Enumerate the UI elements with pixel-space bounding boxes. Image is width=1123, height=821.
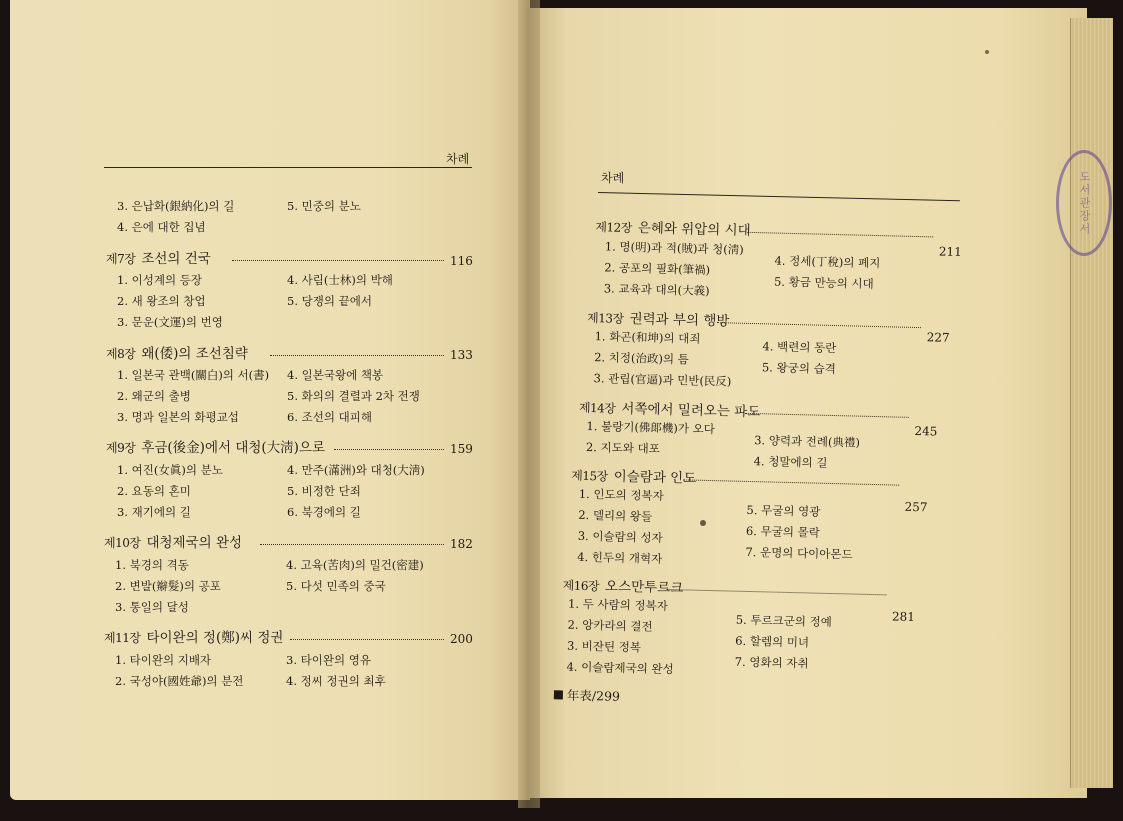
- toc-item: 1. 이성계의 등장: [117, 273, 202, 287]
- toc-item: 1. 인도의 정복자: [578, 486, 664, 503]
- toc-item: 4. 만주(滿洲)와 대청(大淸): [287, 463, 425, 477]
- toc-item: 4. 이슬람제국의 완성: [566, 659, 674, 677]
- toc-item: 1. 명(明)과 적(賊)과 청(淸): [604, 239, 744, 257]
- toc-item: 5. 황금 만능의 시대: [773, 274, 874, 291]
- chapter-number: 제9장: [106, 441, 136, 455]
- toc-item: 3. 관립(官逼)과 민반(民反): [593, 371, 732, 389]
- toc-item: 1. 화곤(和坤)의 대죄: [594, 329, 701, 346]
- toc-item: 7. 영화의 자취: [734, 654, 809, 671]
- toc-item: 7. 운명의 다이아몬드: [745, 544, 853, 562]
- toc-item: 4. 고육(苦肉)의 밀건(密建): [286, 558, 424, 572]
- dot-leader: [747, 232, 933, 238]
- toc-item: 5. 민중의 분노: [287, 199, 361, 213]
- dot-leader: [717, 322, 921, 328]
- chapter-heading[interactable]: [562, 573, 683, 596]
- chapter-heading[interactable]: [579, 396, 761, 420]
- toc-item: 4. 청말에의 길: [753, 454, 828, 470]
- page-number: 159: [450, 442, 473, 456]
- toc-item: 3. 재기에의 길: [117, 505, 191, 519]
- toc-item: 2. 왜군의 출병: [117, 389, 191, 403]
- chapter-number: 제13장: [586, 310, 624, 326]
- toc-item: 6. 북경에의 길: [287, 505, 361, 519]
- toc-item: 5. 무굴의 영광: [746, 502, 821, 519]
- toc-item: 5. 투르크군의 정예: [735, 612, 832, 630]
- toc-item: 4. 힌두의 개혁자: [577, 549, 663, 566]
- toc-item: 4. 은에 대한 집념: [117, 220, 206, 234]
- page-number: 257: [904, 499, 928, 515]
- toc-item: 5. 당쟁의 끝에서: [287, 294, 372, 308]
- toc-item: 3. 교육과 대의(大義): [603, 281, 710, 298]
- toc-item: 6. 할렘의 미녀: [735, 633, 810, 650]
- left-running-head: 차례: [446, 152, 470, 166]
- toc-item: 4. 정씨 정권의 최후: [286, 674, 386, 688]
- chronology-footer[interactable]: [554, 685, 620, 705]
- page-number: 133: [450, 348, 473, 362]
- chapter-title: 후금(後金)에서 대청(大淸)으로: [141, 440, 326, 456]
- toc-item: 4. 백련의 동란: [762, 339, 837, 356]
- toc-item: 3. 통일의 달성: [115, 600, 189, 614]
- toc-item: 5. 비정한 단죄: [287, 484, 361, 498]
- toc-item: 4. 사림(士林)의 박해: [287, 273, 393, 287]
- chapter-title: 권력과 부의 행방: [629, 311, 730, 330]
- toc-item: 6. 무굴의 몰락: [745, 523, 820, 540]
- page-number: 116: [450, 254, 473, 268]
- right-running-head: 차례: [601, 171, 625, 185]
- chapter-title: 서쪽에서 밀려오는 파도: [621, 400, 761, 421]
- toc-item: 1. 여진(女眞)의 분노: [117, 463, 223, 477]
- footer-label: 年表/299: [566, 687, 621, 704]
- chapter-number: 제15장: [571, 468, 608, 484]
- chapter-title: 타이완의 정(鄭)씨 정권: [146, 630, 284, 646]
- toc-item: 5. 화의의 결렬과 2차 전쟁: [287, 389, 420, 403]
- chapter-number: 제11장: [104, 631, 141, 645]
- page-number: 211: [938, 244, 962, 260]
- toc-item: 2. 앙카라의 결전: [567, 617, 653, 634]
- chapter-number: 제7장: [106, 252, 136, 266]
- toc-item: 2. 치정(治政)의 틈: [593, 350, 690, 367]
- toc-item: 6. 조선의 대피해: [287, 410, 372, 424]
- chapter-title: 왜(倭)의 조선침략: [141, 346, 248, 362]
- toc-item: 2. 국성야(國姓爺)의 분전: [115, 674, 244, 688]
- toc-item: 2. 변발(辮髮)의 공포: [115, 579, 221, 593]
- chapter-title: 대청제국의 완성: [146, 535, 243, 551]
- toc-item: 2. 새 왕조의 창업: [117, 294, 206, 308]
- toc-item: 1. 일본국 관백(關白)의 서(書): [117, 368, 270, 382]
- page-number: 200: [450, 632, 473, 646]
- page-number: 245: [914, 423, 938, 439]
- square-bullet-icon: [554, 690, 563, 699]
- toc-item: 3. 은납화(銀納化)의 길: [117, 199, 235, 213]
- toc-item: 5. 왕궁의 습격: [761, 360, 836, 377]
- toc-item: 3. 명과 일본의 화평교섭: [117, 410, 239, 424]
- toc-item: 3. 문운(文運)의 번영: [117, 315, 223, 329]
- chapter-number: 제8장: [106, 347, 136, 361]
- page-number: 227: [926, 330, 950, 345]
- toc-item: 3. 이슬람의 성자: [577, 528, 663, 545]
- toc-item: 2. 요동의 혼미: [117, 484, 191, 498]
- chapter-number: 제14장: [578, 400, 616, 416]
- dot-leader: [666, 589, 886, 595]
- toc-item: 1. 불랑기(佛郞機)가 오다: [586, 418, 716, 437]
- toc-item: 3. 비잔틴 정복: [566, 638, 642, 655]
- chapter-heading[interactable]: [587, 306, 730, 329]
- toc-item: 2. 지도와 대포: [585, 439, 660, 456]
- chapter-title: 이슬람과 인도: [613, 468, 697, 487]
- ink-speck: [700, 520, 706, 526]
- page-number: 281: [891, 609, 915, 625]
- toc-item: 5. 다섯 민족의 중국: [286, 579, 386, 593]
- toc-item: 2. 델리의 왕들: [578, 507, 653, 524]
- chapter-heading[interactable]: [571, 464, 696, 487]
- toc-item: 3. 타이완의 영유: [286, 653, 371, 667]
- chapter-heading[interactable]: [595, 215, 751, 239]
- chapter-number: 제16장: [562, 578, 600, 594]
- chapter-title: 조선의 건국: [141, 251, 211, 267]
- ink-speck: [985, 50, 989, 54]
- library-stamp: 도서관장서: [1056, 150, 1112, 256]
- chapter-title: 은혜와 위압의 시대: [637, 220, 751, 239]
- toc-item: 4. 정세(丁稅)의 폐지: [774, 253, 881, 271]
- chapter-number: 제10장: [104, 536, 141, 550]
- toc-item: 1. 두 사람의 정복자: [567, 596, 668, 614]
- toc-item: 1. 북경의 격동: [115, 558, 189, 572]
- toc-item: 3. 양력과 전례(典禮): [754, 433, 861, 450]
- toc-item: 1. 타이완의 지배자: [115, 653, 212, 667]
- page-number: 182: [450, 537, 473, 551]
- dot-leader: [683, 479, 899, 485]
- dot-leader: [745, 413, 909, 418]
- toc-item: 2. 공포의 필화(筆禍): [604, 260, 711, 277]
- chapter-number: 제12장: [595, 220, 632, 236]
- toc-item: 4. 일본국왕에 책봉: [287, 368, 384, 382]
- chapter-title: 오스만투르크: [604, 578, 684, 597]
